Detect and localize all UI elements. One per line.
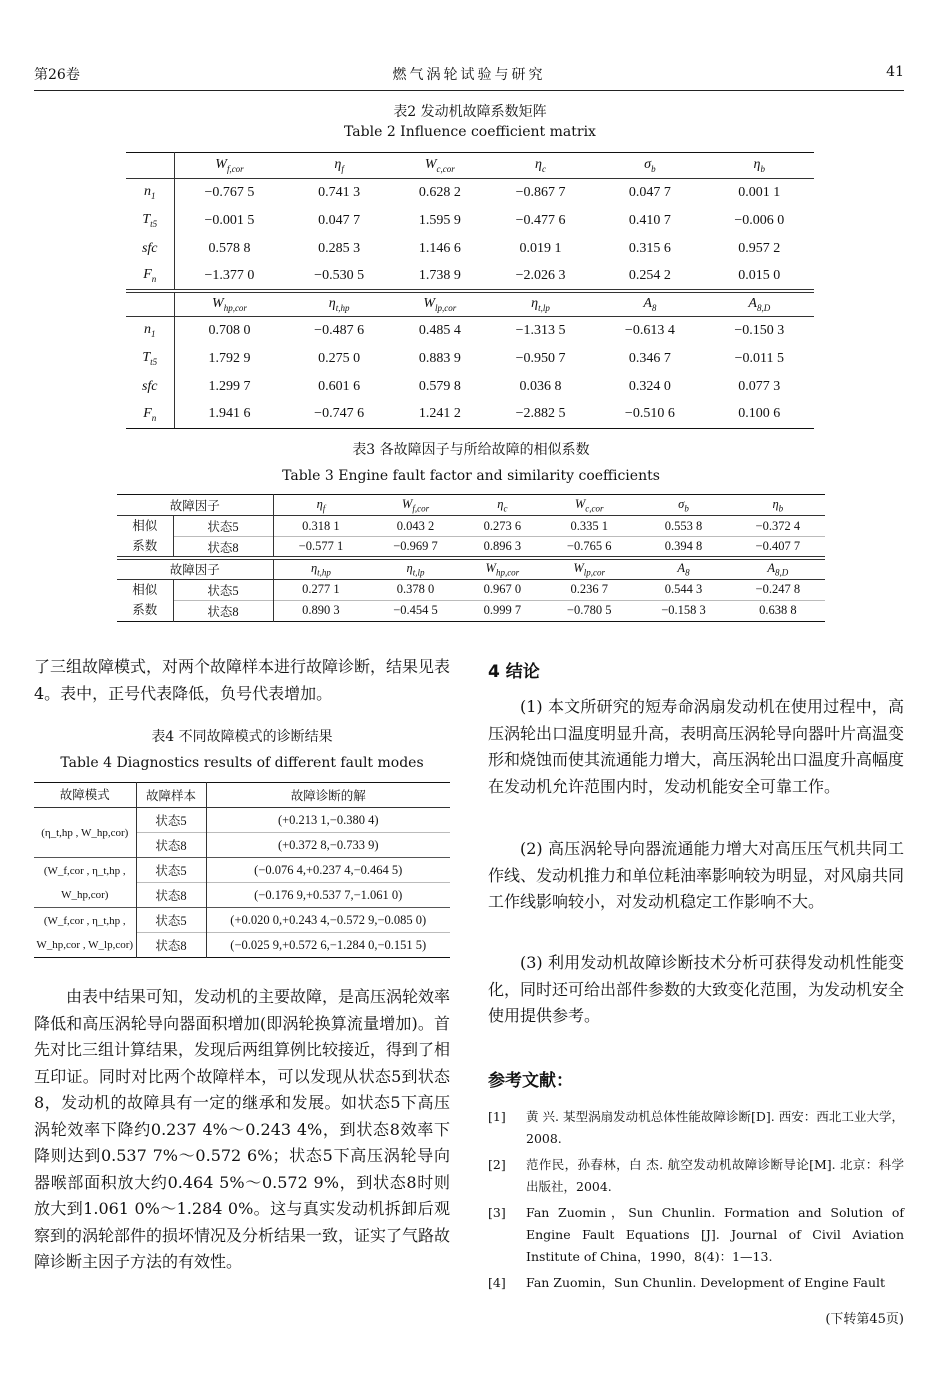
page-number: 41 bbox=[886, 64, 904, 80]
table3-header-row bbox=[117, 495, 825, 516]
volume-label: 第26卷 bbox=[34, 67, 80, 83]
table2-column-header: $A_8$ bbox=[595, 291, 704, 317]
table4-caption-en: Table 4 Diagnostics results of different fault modes bbox=[60, 755, 424, 771]
table4-row bbox=[34, 808, 450, 833]
table3-cell: −0.372 4 bbox=[755, 518, 801, 533]
table2-cell: −0.487 6 bbox=[314, 322, 365, 338]
table3-column-header: $\eta_f$ bbox=[316, 496, 326, 514]
table3-cell: 0.318 1 bbox=[302, 518, 340, 533]
table3-column-header: $\eta_{t,lp}$ bbox=[406, 561, 425, 578]
table3-state-label: 状态8 bbox=[173, 537, 273, 558]
table3-group-label: 相似 系数 bbox=[117, 579, 173, 621]
table3-cell: −0.765 6 bbox=[566, 539, 612, 554]
conclusion-3: (3) 利用发动机故障诊断技术分析可获得发动机性能变化，同时还可给出部件参数的大致变化范围，为发动机安全使用提供参考。 bbox=[488, 953, 905, 1025]
reference-number: [1] bbox=[488, 1109, 506, 1124]
table2-row-label: $n_1$ bbox=[126, 179, 174, 207]
table2-cell: 1.146 6 bbox=[418, 240, 461, 256]
table2-column-header: $\eta_c$ bbox=[486, 153, 595, 179]
reference-text: 范作民，孙春林，白 杰. 航空发动机故障诊断导论[M]. 北京：科学出版社，2004. bbox=[526, 1157, 904, 1194]
table3-column-header: $W_{f,cor}$ bbox=[401, 496, 430, 514]
table2-cell: 1.738 9 bbox=[418, 267, 461, 283]
table4-sample: 状态8 bbox=[136, 883, 206, 908]
table3-state-label: 状态5 bbox=[173, 516, 273, 537]
table2-cell: 0.410 7 bbox=[628, 212, 671, 228]
table4-sample: 状态8 bbox=[136, 933, 206, 958]
table2-row bbox=[126, 207, 814, 235]
table4-fault-mode: (W_f,cor , η_t,hp , W_hp,cor) bbox=[34, 858, 136, 908]
table2-cell: −1.377 0 bbox=[204, 267, 255, 283]
table2-header-row bbox=[126, 153, 814, 179]
table3-factor-label: 故障因子 bbox=[117, 558, 273, 579]
table3-column-header: $W_{lp,cor}$ bbox=[573, 561, 606, 578]
table2-cell: 0.077 3 bbox=[738, 378, 781, 394]
conclusion-2: (2) 高压涡轮导向器流通能力增大对高压压气机共同工作线、发动机推力和单位耗油率影响较为明显，对风扇共同工作线影响较小，对发动机稳定工作影响不大。 bbox=[488, 839, 905, 911]
table2-cell: 1.595 9 bbox=[418, 212, 461, 228]
journal-title: 燃气涡轮试验与研究 bbox=[392, 67, 546, 83]
table2-cell: 0.324 0 bbox=[628, 378, 671, 394]
table2-cell: −2.026 3 bbox=[515, 267, 566, 283]
table3-column-header: $A_{8,D}$ bbox=[767, 561, 789, 578]
table2-cell: −0.867 7 bbox=[515, 184, 566, 200]
table2-cell: −1.313 5 bbox=[515, 322, 566, 338]
table3-cell: 0.638 8 bbox=[759, 603, 797, 617]
table3-column-header: $W_{hp,cor}$ bbox=[485, 561, 520, 578]
table2-cell: 0.579 8 bbox=[418, 378, 461, 394]
table2-column-header: $\eta_f$ bbox=[284, 153, 393, 179]
table3-caption-en: Table 3 Engine fault factor and similarity coefficients bbox=[282, 468, 660, 484]
reference-item bbox=[488, 1106, 904, 1150]
table3-cell: −0.454 5 bbox=[393, 603, 438, 617]
table2-cell: 0.578 8 bbox=[208, 240, 251, 256]
table4-solution: (−0.076 4,+0.237 4,−0.464 5) bbox=[254, 862, 403, 877]
table2-row bbox=[126, 263, 814, 291]
table3-cell: 0.335 1 bbox=[570, 518, 608, 533]
table3-column-header: $W_{c,cor}$ bbox=[574, 496, 604, 514]
reference-number: [4] bbox=[488, 1275, 506, 1290]
table3-cell: −0.577 1 bbox=[298, 539, 344, 554]
continued-note: (下转第45页) bbox=[825, 1312, 904, 1327]
table3-cell: 0.378 0 bbox=[396, 582, 435, 596]
running-header bbox=[34, 64, 904, 86]
table3-cell: 0.277 1 bbox=[302, 582, 340, 596]
table2-row bbox=[126, 401, 814, 429]
reference-text: Fan Zuomin，Sun Chunlin. Formation and Solution of Engine Fault Equations [J]. Journal of Civil Aviation Institute of China，1990，8(4)：1—13. bbox=[526, 1205, 904, 1264]
table3-column-header: $A_8$ bbox=[677, 561, 690, 578]
table2-cell: 0.601 6 bbox=[318, 378, 361, 394]
table2-row-label: sfc bbox=[126, 235, 174, 263]
table4-header-row bbox=[34, 783, 450, 808]
conclusion-1: (1) 本文所研究的短寿命涡扇发动机在使用过程中，高压涡轮出口温度明显升高，表明高压涡轮导向器叶片高温变形和烧蚀而使其流通能力增大，高压涡轮出口温度升高幅度在发动机允许范围内时，发动机能安全可靠工作。 bbox=[488, 697, 905, 796]
table2-row bbox=[126, 179, 814, 207]
table4-row bbox=[34, 858, 450, 883]
table2-cell: 0.708 0 bbox=[208, 322, 251, 338]
table2-cell: 0.346 7 bbox=[628, 350, 671, 366]
table2-cell: 0.019 1 bbox=[519, 240, 562, 256]
table2-row bbox=[126, 317, 814, 345]
table2-cell: 0.100 6 bbox=[705, 401, 814, 429]
table2-row-label: $T_{t5}$ bbox=[126, 345, 174, 373]
table3-cell: 0.999 7 bbox=[483, 603, 522, 617]
table2-column-header: $\eta_{t,hp}$ bbox=[284, 291, 393, 317]
table2-cell: −0.767 5 bbox=[204, 184, 255, 200]
table3-cell: 0.043 2 bbox=[396, 518, 435, 533]
table4-sample: 状态5 bbox=[136, 908, 206, 933]
table4-solution: (+0.372 8,−0.733 9) bbox=[277, 837, 379, 852]
table4-caption bbox=[34, 727, 450, 773]
table4-solution: (−0.176 9,+0.537 7,−1.061 0) bbox=[254, 887, 403, 902]
table3-cell: 0.236 7 bbox=[570, 582, 608, 596]
table3-column-header: $\eta_{t,hp}$ bbox=[310, 561, 331, 578]
table2-row-label: $F_n$ bbox=[126, 263, 174, 291]
table2-cell: −0.150 3 bbox=[734, 322, 785, 338]
header-rule bbox=[34, 90, 904, 91]
table2-cell: −0.747 6 bbox=[284, 401, 393, 429]
table3-group-label: 相似 系数 bbox=[117, 516, 173, 559]
table2-row-label: sfc bbox=[126, 373, 174, 401]
reference-number: [3] bbox=[488, 1205, 506, 1220]
table2-cell: −0.510 6 bbox=[595, 401, 704, 429]
table4-fault-mode: (W_f,cor , η_t,hp , W_hp,cor , W_lp,cor) bbox=[34, 908, 136, 958]
table4-sample: 状态5 bbox=[136, 858, 206, 883]
table3-column-header: $\eta_c$ bbox=[497, 496, 508, 514]
table4-fault-mode: (η_t,hp , W_hp,cor) bbox=[34, 808, 136, 858]
table3-state-label: 状态8 bbox=[173, 600, 273, 621]
table3-cell: −0.247 8 bbox=[755, 582, 801, 596]
table4-solution: (+0.020 0,+0.243 4,−0.572 9,−0.085 0) bbox=[230, 912, 427, 927]
table2-cell: 0.036 8 bbox=[519, 378, 562, 394]
table3-factor-label: 故障因子 bbox=[117, 495, 273, 516]
table3-caption bbox=[117, 440, 825, 486]
reference-text: Fan Zuomin，Sun Chunlin. Development of Engine Fault bbox=[526, 1275, 886, 1290]
table2-cell: 0.047 7 bbox=[318, 212, 361, 228]
table2-cell: 0.254 2 bbox=[628, 267, 671, 283]
table2-cell: −0.001 5 bbox=[204, 212, 255, 228]
table3-cell: −0.969 7 bbox=[393, 539, 438, 554]
table3-row bbox=[117, 579, 825, 600]
table4 bbox=[34, 782, 450, 958]
table2-column-header: $W_{c,cor}$ bbox=[394, 153, 486, 179]
table2-column-header: $W_{hp,cor}$ bbox=[174, 291, 284, 317]
table2-column-header: $\eta_b$ bbox=[705, 153, 814, 179]
table2-cell: −0.950 7 bbox=[515, 350, 566, 366]
reference-item bbox=[488, 1272, 904, 1294]
table2-cell: 0.485 4 bbox=[418, 322, 461, 338]
left-paragraph-2: 由表中结果可知，发动机的主要故障，是高压涡轮效率降低和高压涡轮导向器面积增加(即涡轮换算流量增加)。首先对比三组计算结果，发现后两组算例比较接近，得到了相互印证。同时对比两个故障样本，可以发现从状态5到状态8，发动机的故障具有一定的继承和发展。如状态5下高压涡轮效率下降约0.237 4%～0.243 4%，到状态8效率下降则达到0.537 7%～0.572 6%；状态5下高压涡轮导向器喉部面积放大约0.464 5%～0.572 9%，到状态8时则放大到1.061 0%～1.284 0%。这与真实发动机拆卸后观察到的涡轮部件的损坏情况及分析结果一致，证实了气路故障诊断主因子方法的有效性。 bbox=[34, 987, 451, 1271]
table4-caption-cn: 表4 不同故障模式的诊断结果 bbox=[151, 729, 333, 745]
table4-row bbox=[34, 908, 450, 933]
table3-cell: 0.553 8 bbox=[664, 518, 703, 533]
table4-sample: 状态8 bbox=[136, 833, 206, 858]
table3-cell: 0.896 3 bbox=[483, 539, 522, 554]
table2-row bbox=[126, 235, 814, 263]
table2-cell: 0.001 1 bbox=[738, 184, 781, 200]
table2-cell: 0.741 3 bbox=[318, 184, 361, 200]
table3-state-label: 状态5 bbox=[173, 579, 273, 600]
left-paragraph-1: 了三组故障模式，对两个故障样本进行故障诊断，结果见表4。表中，正号代表降低，负号代表增加。 bbox=[34, 657, 451, 703]
table4-column-header: 故障模式 bbox=[34, 783, 136, 808]
table2-column-header: $W_{lp,cor}$ bbox=[394, 291, 486, 317]
table2-column-header: $\sigma_b$ bbox=[595, 153, 704, 179]
table3-column-header: $\eta_b$ bbox=[772, 496, 784, 514]
table2-cell: 0.047 7 bbox=[628, 184, 671, 200]
table3-caption-cn: 表3 各故障因子与所给故障的相似系数 bbox=[352, 442, 590, 458]
table3-cell: 0.394 8 bbox=[664, 539, 703, 554]
table2-cell: −0.530 5 bbox=[314, 267, 365, 283]
table3-column-header: $\sigma_b$ bbox=[678, 496, 689, 514]
table2-cell: 1.792 9 bbox=[208, 350, 251, 366]
table2-row-label: $F_n$ bbox=[126, 401, 174, 429]
table2-caption-cn: 表2 发动机故障系数矩阵 bbox=[393, 104, 547, 120]
table2 bbox=[126, 152, 814, 429]
reference-number: [2] bbox=[488, 1157, 506, 1172]
table4-solution: (−0.025 9,+0.572 6,−1.284 0,−0.151 5) bbox=[230, 937, 427, 952]
table2-header-row bbox=[126, 291, 814, 317]
table4-sample: 状态5 bbox=[136, 808, 206, 833]
table2-column-header: $A_{8,D}$ bbox=[705, 291, 814, 317]
table2-row-label: $T_{t5}$ bbox=[126, 207, 174, 235]
table2-cell: −0.613 4 bbox=[624, 322, 675, 338]
table2-cell: −0.006 0 bbox=[734, 212, 785, 228]
references-title: 参考文献： bbox=[488, 1071, 573, 1091]
table3-cell: 0.890 3 bbox=[302, 603, 340, 617]
table4-solution: (+0.213 1,−0.380 4) bbox=[277, 812, 379, 827]
table3-row bbox=[117, 600, 825, 621]
table2-row bbox=[126, 345, 814, 373]
table4-column-header: 故障诊断的解 bbox=[290, 789, 366, 803]
table3-cell: −0.407 7 bbox=[755, 539, 801, 554]
table2-cell: −2.882 5 bbox=[486, 401, 595, 429]
table2-corner bbox=[126, 291, 174, 317]
table2-cell: 0.285 3 bbox=[318, 240, 361, 256]
table4-column-header: 故障样本 bbox=[136, 783, 206, 808]
reference-item bbox=[488, 1202, 904, 1268]
table3-row bbox=[117, 516, 825, 537]
table3-header-row bbox=[117, 558, 825, 579]
table2-cell: −0.011 5 bbox=[734, 350, 784, 366]
table3 bbox=[117, 494, 825, 622]
table2-cell: 0.628 2 bbox=[418, 184, 461, 200]
table2-cell: −0.477 6 bbox=[515, 212, 566, 228]
table3-row bbox=[117, 537, 825, 558]
table2-caption-en: Table 2 Influence coefficient matrix bbox=[344, 124, 596, 140]
table3-cell: 0.273 6 bbox=[483, 518, 522, 533]
section-title-conclusion: 4 结论 bbox=[488, 662, 540, 682]
table2-cell: 1.299 7 bbox=[208, 378, 251, 394]
table3-cell: −0.780 5 bbox=[566, 603, 612, 617]
table2-cell: 1.941 6 bbox=[174, 401, 284, 429]
table3-cell: 0.544 3 bbox=[664, 582, 703, 596]
table2-row-label: $n_1$ bbox=[126, 317, 174, 345]
table2-cell: 0.275 0 bbox=[318, 350, 361, 366]
table2-cell: 0.883 9 bbox=[418, 350, 461, 366]
table2-cell: 0.315 6 bbox=[628, 240, 671, 256]
table3-cell: 0.967 0 bbox=[483, 582, 522, 596]
table2-cell: 1.241 2 bbox=[394, 401, 486, 429]
table2-corner bbox=[126, 153, 174, 179]
reference-list bbox=[488, 1106, 904, 1298]
reference-item bbox=[488, 1154, 904, 1198]
table2-cell: 0.957 2 bbox=[738, 240, 781, 256]
table2-row bbox=[126, 373, 814, 401]
table2-column-header: $\eta_{t,lp}$ bbox=[486, 291, 595, 317]
table2-column-header: $W_{f,cor}$ bbox=[174, 153, 284, 179]
reference-text: 黄 兴. 某型涡扇发动机总体性能故障诊断[D]. 西安：西北工业大学，2008. bbox=[526, 1109, 904, 1146]
table2-cell: 0.015 0 bbox=[738, 267, 781, 283]
table2-caption bbox=[126, 102, 814, 142]
table3-cell: −0.158 3 bbox=[661, 603, 706, 617]
